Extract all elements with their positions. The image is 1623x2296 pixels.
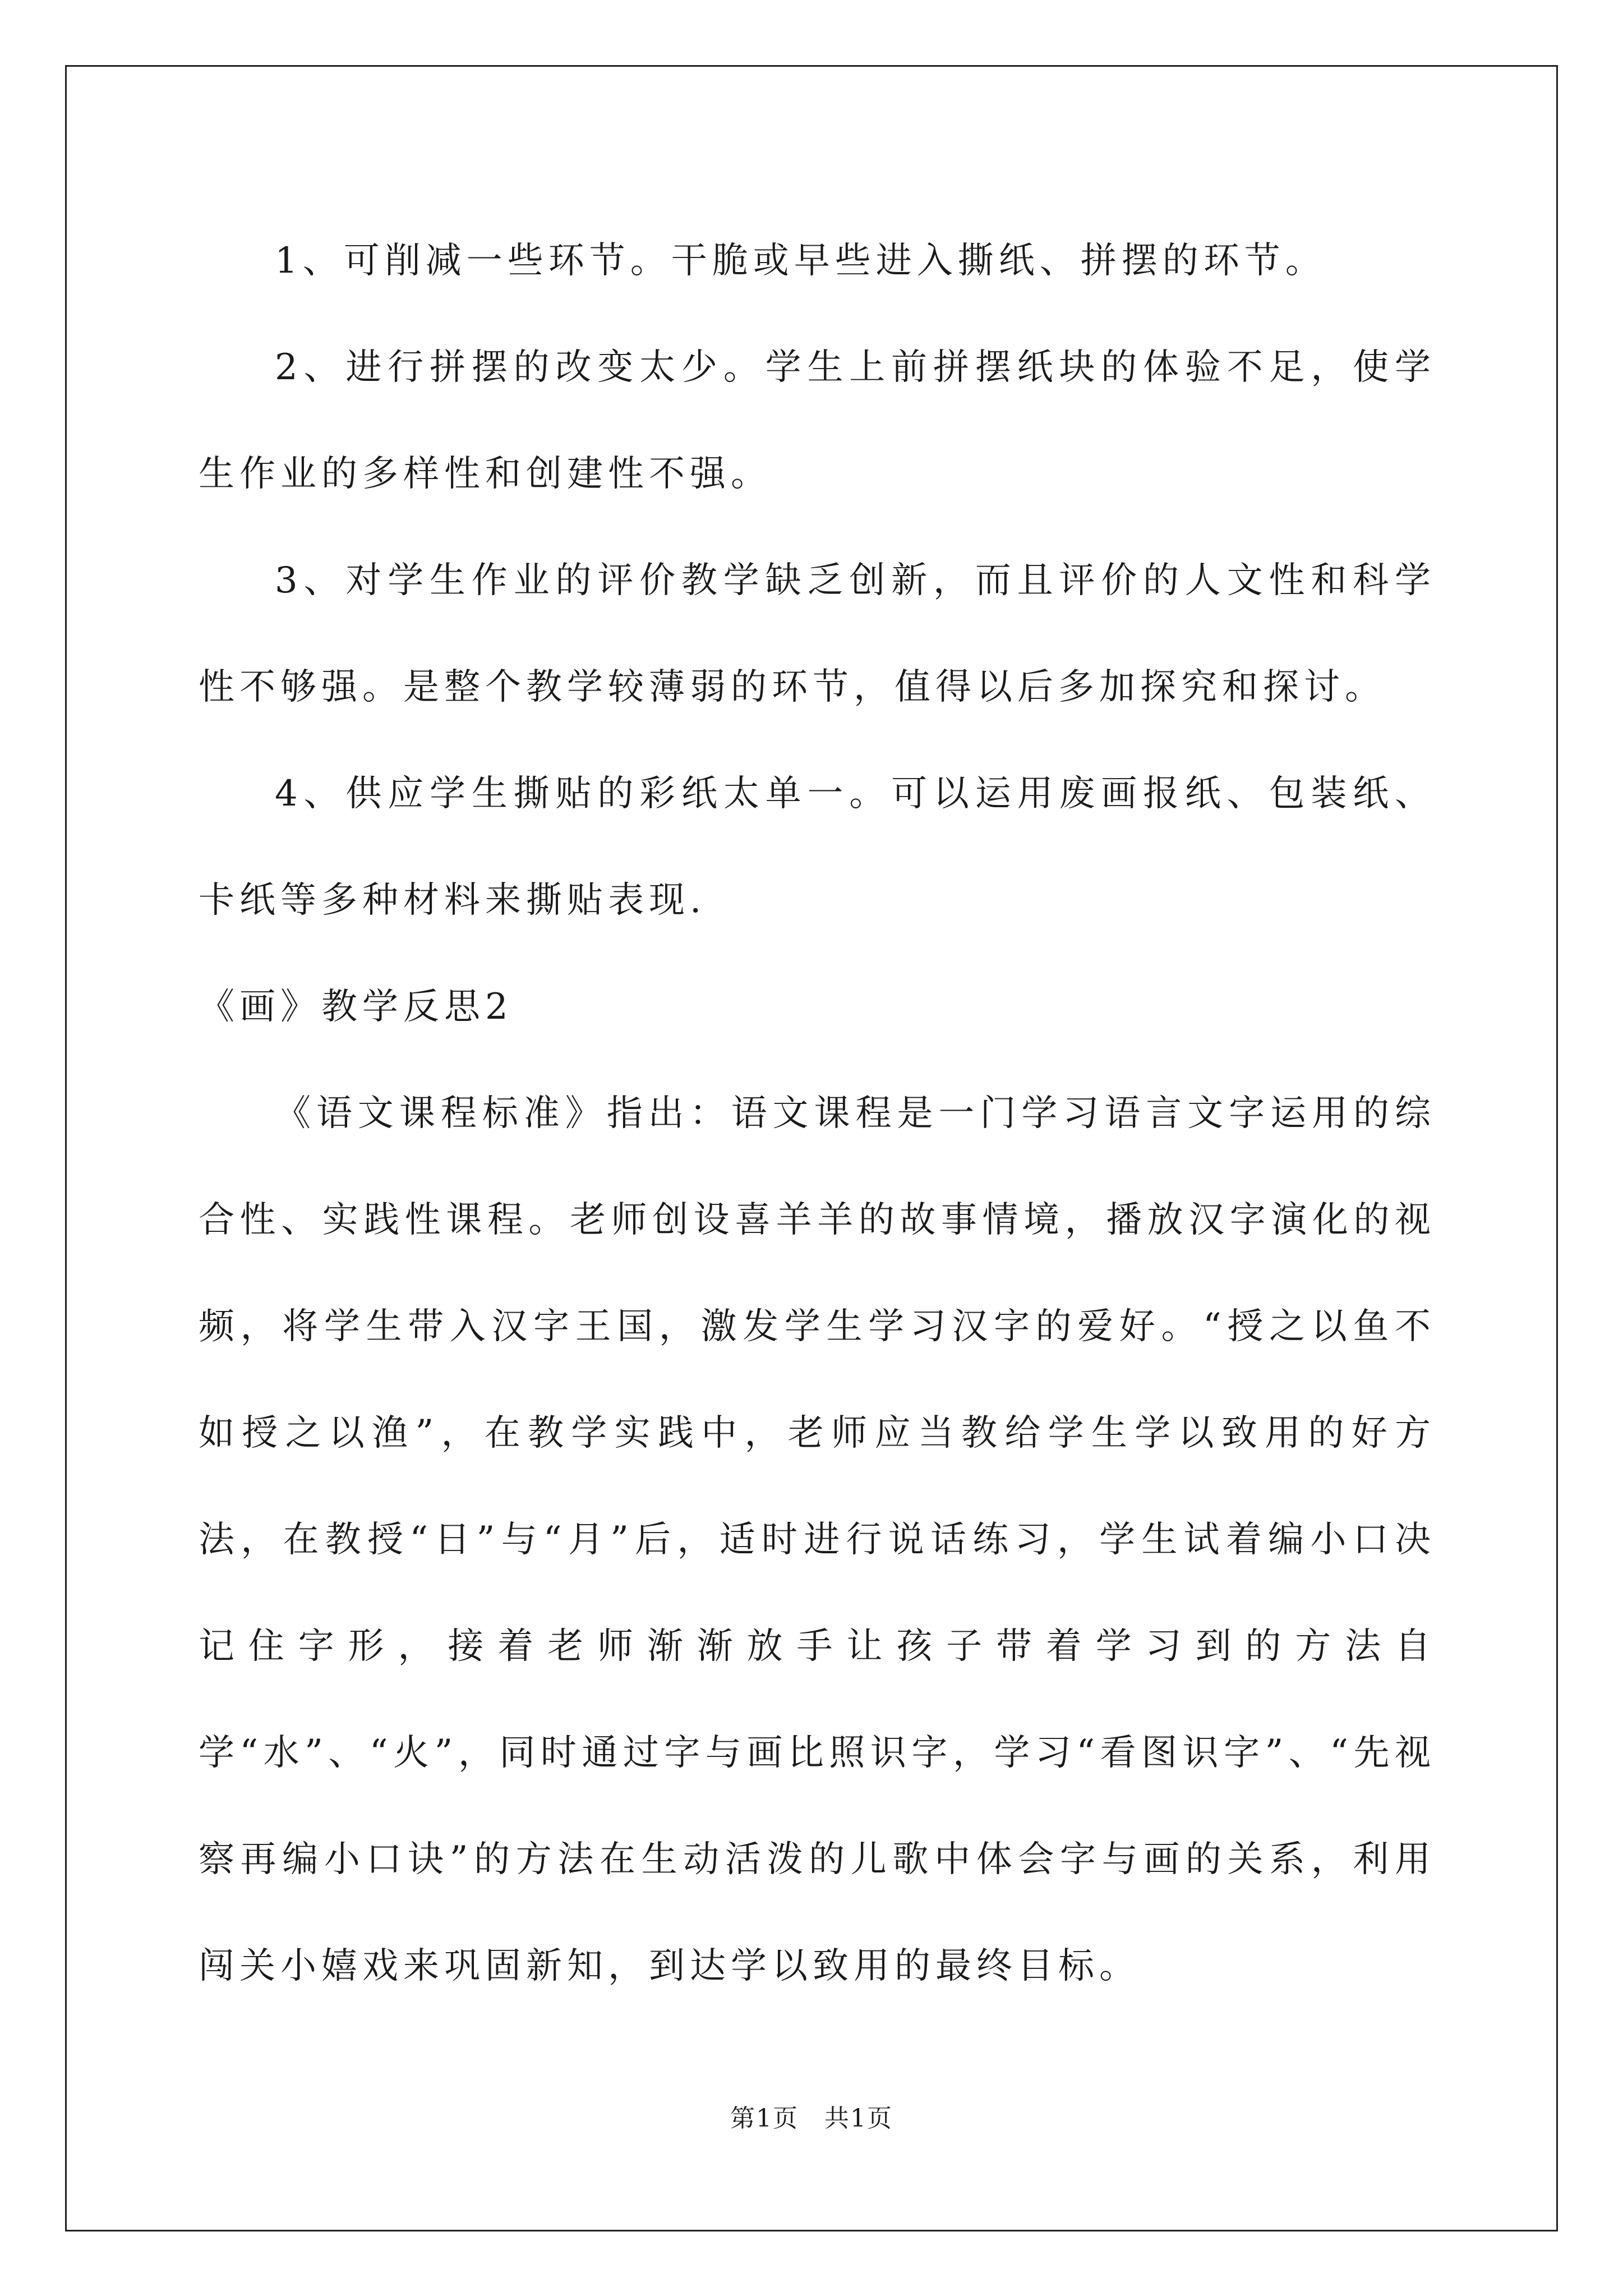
paragraph-item-3: 3、对学生作业的评价教学缺乏创新，而且评价的人文性和科学性不够强。是整个教学较薄弱的环节，值得以后多加探究和探讨。 (199, 560, 1436, 708)
page-footer: 第1页 共1页 (730, 2104, 893, 2133)
section-heading: 《画》教学反思2 (199, 986, 513, 1028)
paragraph-body: 《语文课程标准》指出：语文课程是一门学习语言文字运用的综合性、实践性课程。老师创设喜羊羊的故事情境，播放汉字演化的视频，将学生带入汉字王国，激发学生学习汉字的爱好。“授之以鱼不如授之以渔”，在教学实践中，老师应当教给学生学以致用的好方法，在教授“日”与“月”后，适时进行说话练习，学生试着编小口决记住字形，接着老师渐渐放手让孩子带着学习到的方法自学“水”、“火”，同时通过字与画比照识字，学习“看图识字”、“先视察再编小口诀”的方法在生动活泼的儿歌中体会字与画的关系，利用闯关小嬉戏来巩固新知，到达学以致用的最终目标。 (199, 1093, 1436, 1987)
paragraph-item-2: 2、进行拼摆的改变太少。学生上前拼摆纸块的体验不足，使学生作业的多样性和创建性不强。 (199, 347, 1436, 495)
paragraph-item-4: 4、供应学生撕贴的彩纸太单一。可以运用废画报纸、包装纸、卡纸等多种材料来撕贴表现. (199, 773, 1436, 921)
paragraph-item-1: 1、可削减一些环节。干脆或早些进入撕纸、拼摆的环节。 (275, 240, 1326, 282)
document-body (199, 208, 1436, 2019)
